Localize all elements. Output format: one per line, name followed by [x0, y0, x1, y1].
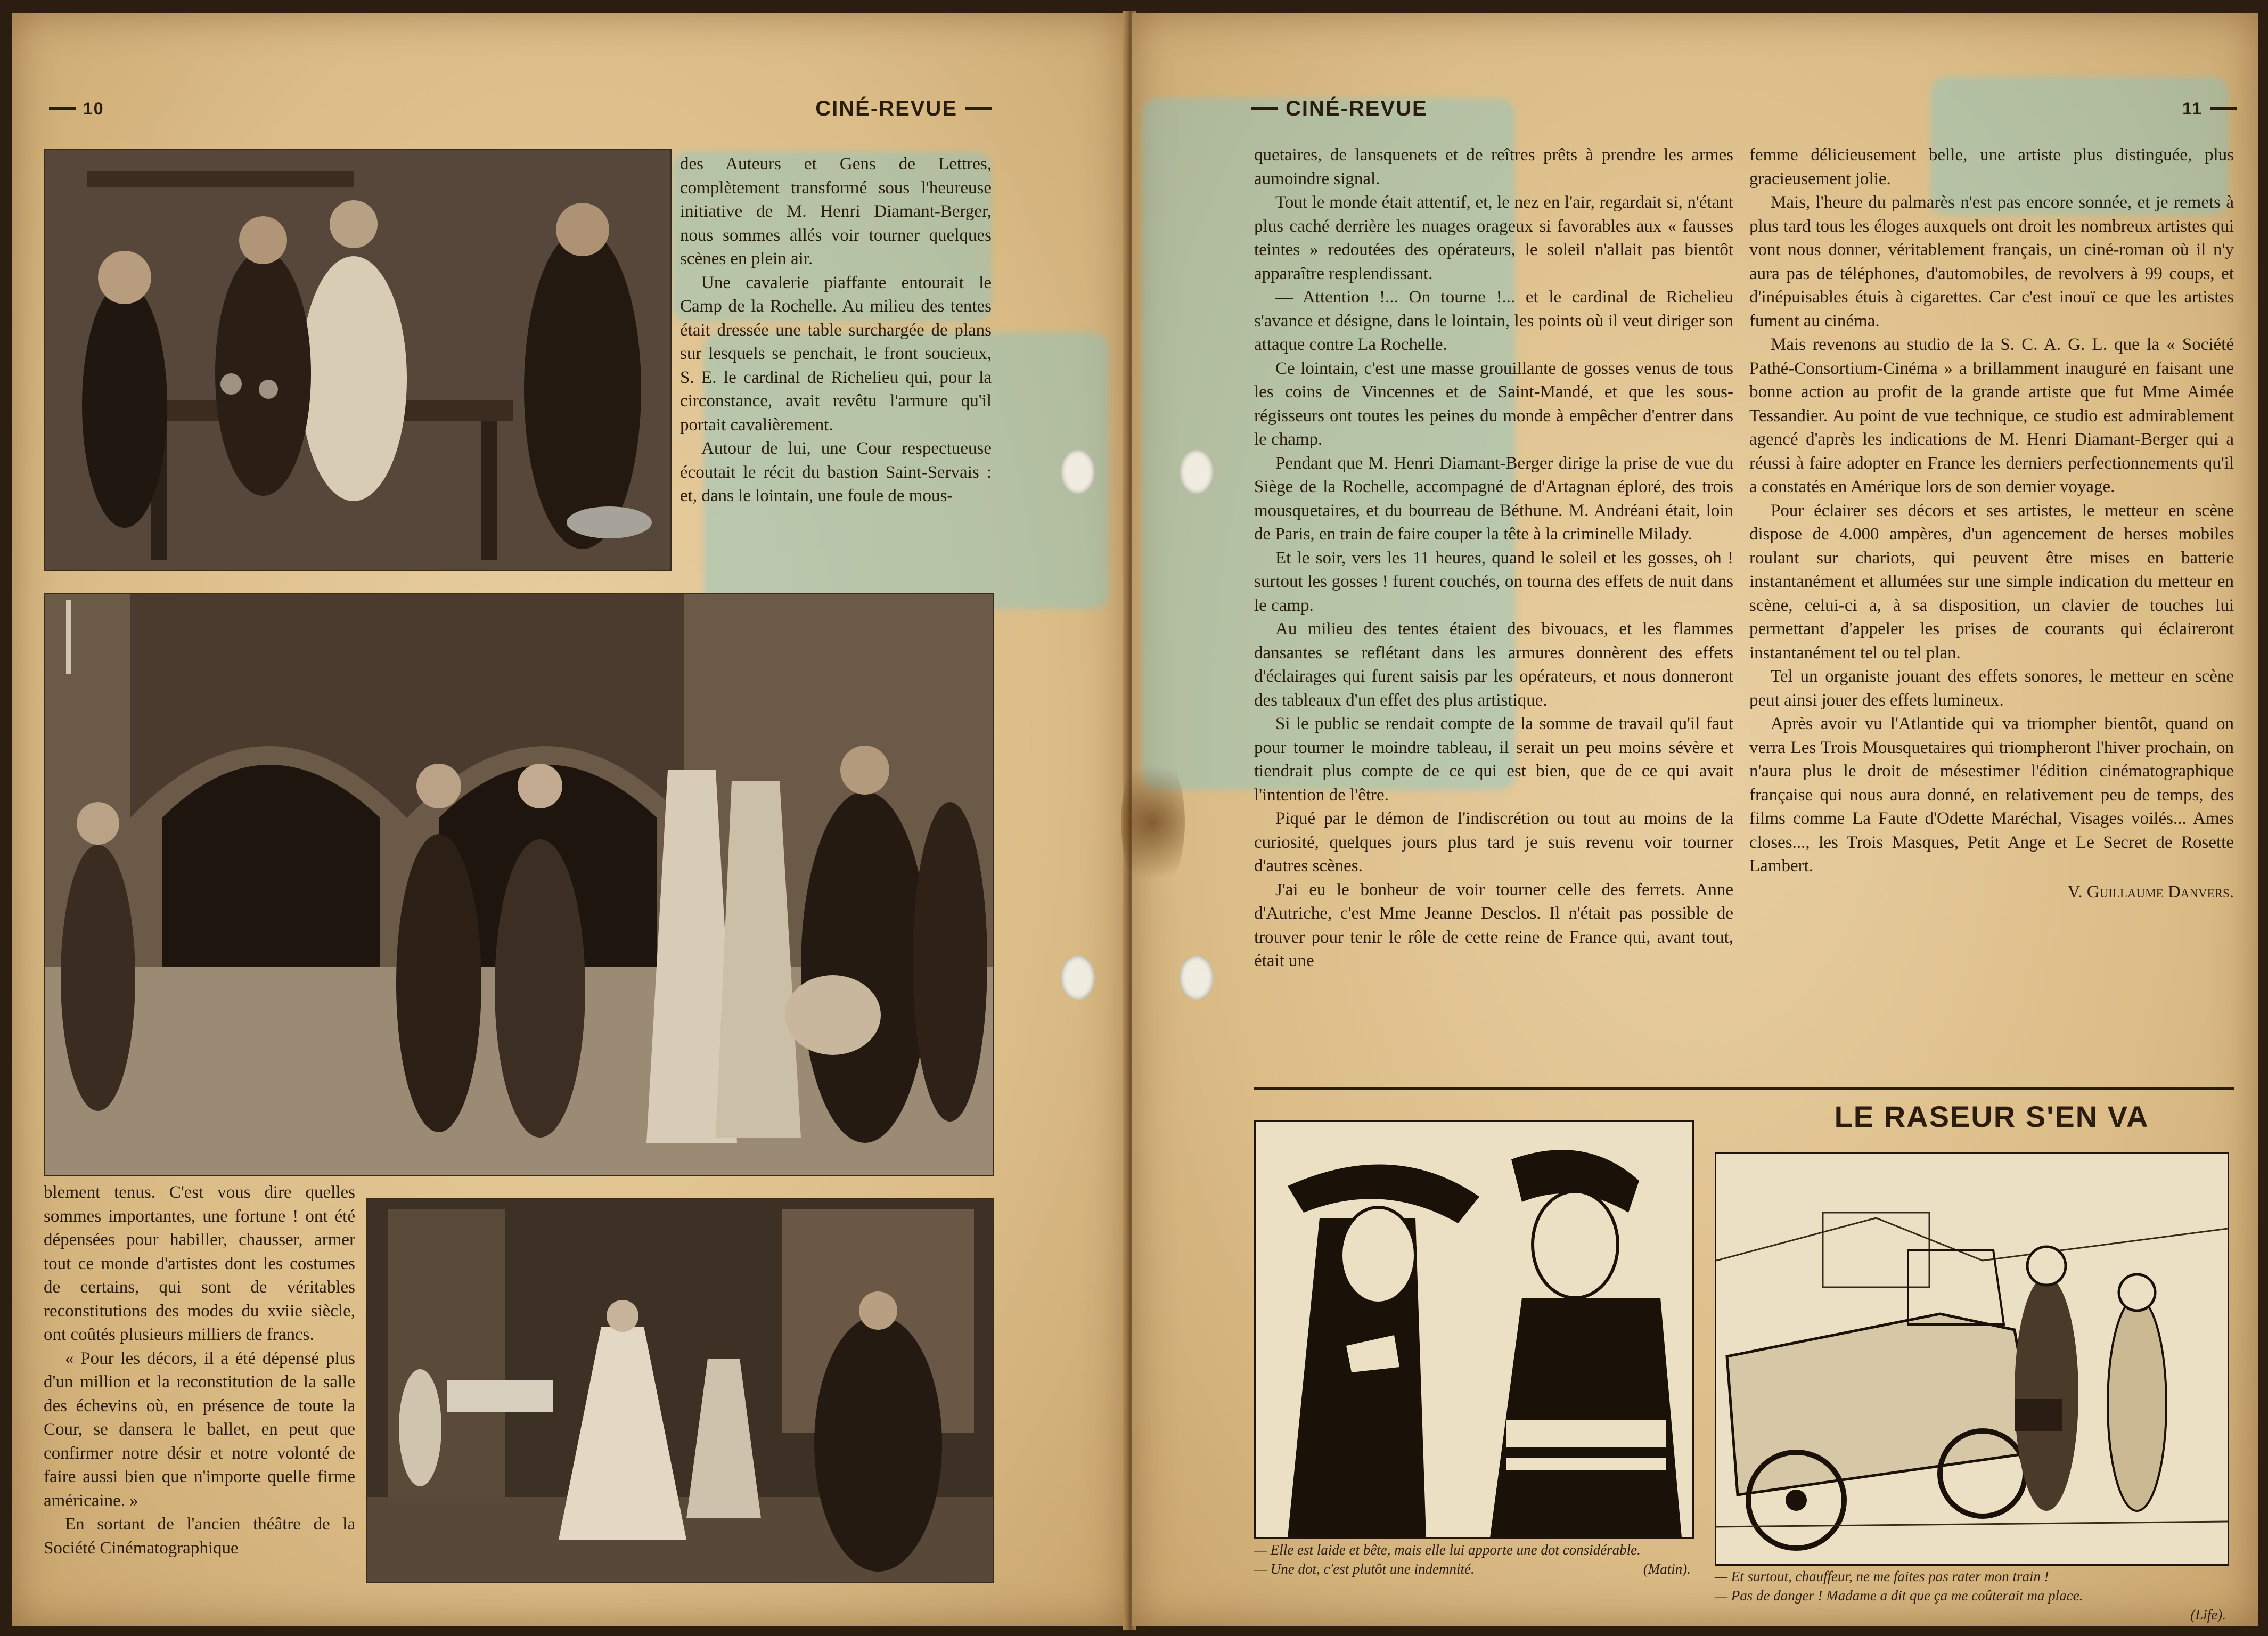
paragraph: Tout le monde était attentif, et, le nez en l'air, regardait si, n'étant plus caché derrière les nuages orageux si favorables aux « fausses teintes » redoutées des opérateurs, le soleil n'allait pas bientôt apparaître resplendissant. [1254, 193, 1733, 283]
paragraph: blement tenus. C'est vous dire quelles sommes importantes, une fortune ! ont été dépensées pour habiller, chausser, armer tout ce monde d'artistes dont les costumes de certains, qui sont de véritables reconstitutions des modes du xviie siècle, ont coûtés plusieurs milliers de francs. [44, 1183, 355, 1344]
paragraph: Une cavalerie piaffante entourait le Camp de la Rochelle. Au milieu des tentes était dressée une table surchargée de plans sur lesquels se penchait, le front soucieux, S. E. le cardinal de Richelieu qui, pour la circonstance, avait revêtu l'armure qu'il portait cavalièrement. [680, 273, 992, 435]
cartoon-two-women [1254, 1120, 1694, 1539]
left-page [12, 13, 1127, 1626]
paragraph: femme délicieusement belle, une artiste plus distinguée, plus gracieusement jolie. [1749, 145, 2234, 189]
right-page-header [1251, 93, 2237, 125]
paragraph: Au milieu des tentes étaient des bivouacs, et les flammes dansantes se reflétant dans les armures donnèrent des effets d'éclairages qui furent saisis par les opérateurs, et nous donneront des tableaux d'un effet des plus artistique. [1254, 619, 1733, 710]
caption-source: (Matin). [1643, 1561, 1691, 1577]
paragraph: Mais revenons au studio de la S. C. A. G. L. que la « Société Pathé-Consortium-Cinéma » a brillamment inauguré en faisant une bonne action au profit de la grande artiste que fut Mme Aimée Tessandier. Au point de vue technique, ce studio est admirablement agencé d'après les indications de M. Henri Diamant-Berger qui a réussi à faire adopter en France les derniers perfectionnements qu'il a constatés en Amérique lors de son dernier voyage. [1749, 335, 2234, 496]
left-page-header [49, 93, 992, 125]
left-column-top [680, 152, 992, 508]
cartoon-right-caption [1715, 1567, 2226, 1624]
rust-stain [1121, 748, 1185, 897]
kitchen-scene-photo [44, 149, 672, 571]
binder-hole [1180, 449, 1214, 494]
paragraph: des Auteurs et Gens de Lettres, complètement transformé sous l'heureuse initiative de M. Henri Diamant-Berger, nous sommes allés voir tourner quelques scènes en plein air. [680, 154, 992, 268]
section-divider [1254, 1087, 2234, 1090]
caption-line: — Pas de danger ! Madame a dit que ça me coûterait ma place. [1715, 1588, 2083, 1604]
binder-hole [1180, 955, 1214, 1000]
binder-hole [1061, 449, 1095, 494]
binder-hole [1061, 955, 1095, 1000]
paragraph: Et le soir, vers les 11 heures, quand le soleil et les gosses, oh ! surtout les gosses ! furent couchés, on tourna des effets de nuit dans le camp. [1254, 548, 1733, 615]
caption-source: (Life). [2190, 1607, 2226, 1623]
paragraph: Pour éclairer ses décors et ses artistes, le metteur en scène dispose de 4.000 ampères, d'un agencement de herses mobiles roulant sur chariots, qui peuvent être mises en batterie instantanément et allumées sur une simple indication du metteur en scène, celui-ci a, à sa disposition, un clavier de touches lui permettant d'appeler les prises de courants qui éclaireront instantanément tel ou tel plan. [1749, 501, 2234, 662]
cartoon-car-scene [1715, 1152, 2229, 1566]
page-number: 10 [83, 99, 104, 118]
paragraph: Après avoir vu l'Atlantide qui va triompher bientôt, quand on verra Les Trois Mousquetaires qui triompheront l'hiver prochain, on n'aura plus le droit de mésestimer l'édition cinématographique française qui nous aura donné, en relativement peu de temps, des films comme La Faute d'Odette Maréchal, Visages voilés... Ames closes..., les Trois Masques, Petit Ange et Le Secret de Rosette Lambert. [1749, 714, 2234, 876]
cloister-scene-photo [44, 593, 994, 1176]
paragraph: quetaires, de lansquenets et de reîtres prêts à prendre les armes aumoindre signal. [1254, 145, 1733, 189]
paragraph: « Pour les décors, il a été dépensé plus d'un million et la reconstitution de la salle des échevins où, en présence de toute la Cour, se dansera le ballet, en peut que confirmer notre désir et notre volonté de faire aussi bien que n'importe quelle firme américaine. » [44, 1348, 355, 1510]
author-signature: V. Guillaume Danvers. [2067, 882, 2234, 902]
magazine-title: CINÉ-REVUE [815, 96, 957, 120]
caption-line: — Et surtout, chauffeur, ne me faites pas rater mon train ! [1715, 1568, 2049, 1584]
cartoon-title: LE RASEUR S'EN VA [1834, 1100, 2149, 1133]
paragraph: Tel un organiste jouant des effets sonores, le metteur en scène peut ainsi jouer des effets lumineux. [1749, 667, 2234, 710]
left-column-bottom [44, 1181, 355, 1560]
caption-line: — Une dot, c'est plutôt une indemnité. [1254, 1561, 1475, 1577]
magazine-title: CINÉ-REVUE [1286, 96, 1428, 120]
right-column-1 [1254, 143, 1733, 973]
ballroom-scene-photo [366, 1198, 994, 1583]
paragraph: Si le public se rendait compte de la somme de travail qu'il faut pour tourner le moindre tableau, il serait un peu moins sévère et tiendrait plus compte de ce qui est bien, que de ce qui avait l'intention de l'être. [1254, 714, 1733, 805]
paragraph: Ce lointain, c'est une masse grouillante de gosses venus de tous les coins de Vincennes et de Saint-Mandé, et que les sous-régisseurs ont toutes les peines du monde à empêcher d'entrer dans le champ. [1254, 358, 1733, 449]
paragraph: En sortant de l'ancien théâtre de la Société Cinématographique [44, 1515, 355, 1558]
paragraph: Piqué par le démon de l'indiscrétion ou tout au moins de la curiosité, quelques jours plus tard je suis revenu voir tourner d'autres scènes. [1254, 809, 1733, 876]
right-column-2 [1749, 143, 2234, 904]
page-number: 11 [2182, 99, 2203, 118]
right-page [1132, 13, 2258, 1626]
cartoon-left-caption [1254, 1540, 1691, 1578]
paragraph: Autour de lui, une Cour respectueuse écoutait le récit du bastion Saint-Servais : et, dans le lointain, une foule de mous- [680, 439, 992, 505]
paragraph: — Attention !... On tourne !... et le cardinal de Richelieu s'avance et désigne, dans le lointain, les points où il veut diriger son attaque contre La Rochelle. [1254, 288, 1733, 354]
paragraph: Pendant que M. Henri Diamant-Berger dirige la prise de vue du Siège de la Rochelle, accompagné de d'Artagnan éploré, des trois mousquetaires, et du bourreau de Béthune. M. Andréani était, loin de Paris, en train de faire couper la tête à la criminelle Milady. [1254, 453, 1733, 544]
paragraph: J'ai eu le bonheur de voir tourner celle des ferrets. Anne d'Autriche, c'est Mme Jeanne Desclos. Il n'était pas possible de trouver pour tenir le rôle de cette reine de France qui, avant tout, était une [1254, 880, 1733, 970]
paragraph: Mais, l'heure du palmarès n'est pas encore sonnée, et je remets à plus tard tous les éloges auxquels ont droit les nombreux artistes qui vont nous donner, véritablement français, un ciné-roman où il n'y aura pas de téléphones, d'automobiles, de revolvers à 99 coups, et d'inépuisables étuis à cigarettes. Car c'est inouï ce que les artistes fument au cinéma. [1749, 193, 2234, 331]
caption-line: — Elle est laide et bête, mais elle lui apporte une dot considérable. [1254, 1542, 1641, 1558]
